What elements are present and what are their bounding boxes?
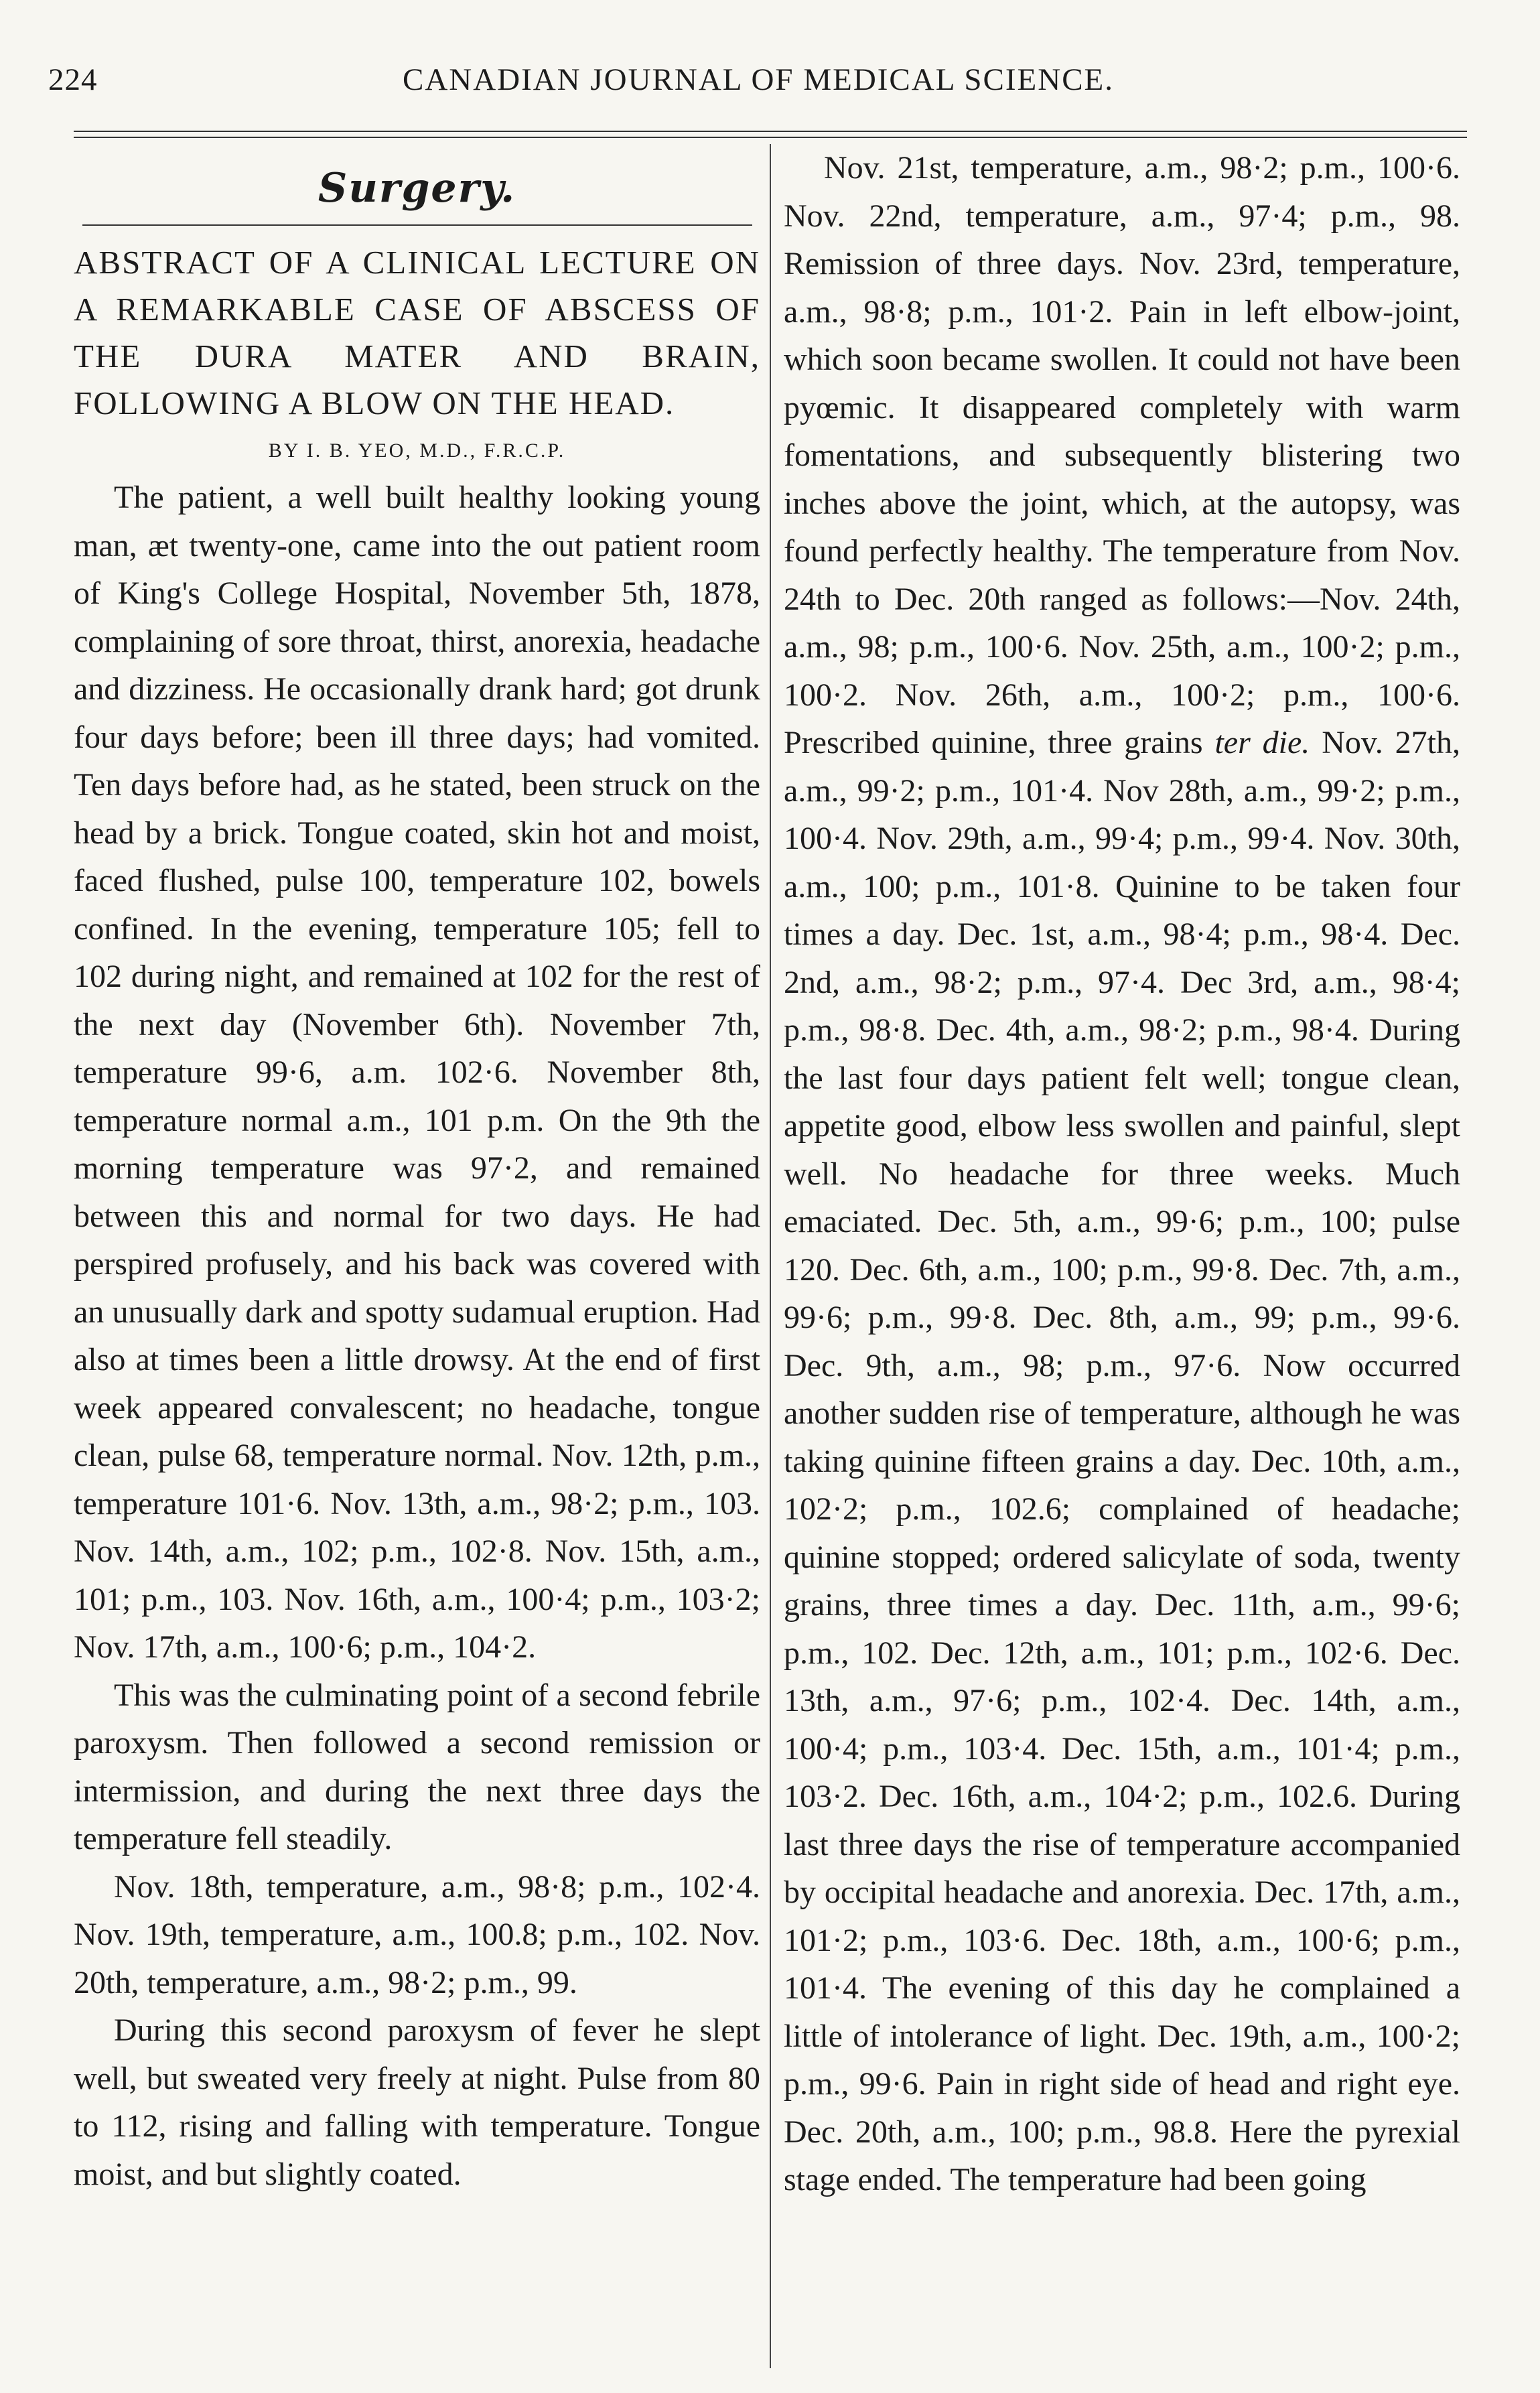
left-column [74, 144, 760, 2198]
header-rule-top [74, 131, 1467, 132]
paragraph: Nov. 18th, temperature, a.m., 98·8; p.m., 102·4. Nov. 19th, temperature, a.m., 100.8; p.m., 102. Nov. 20th, temperature, a.m., 98·2; p.m., 99. [74, 1868, 760, 2000]
paragraph [784, 144, 1460, 2204]
section-rule [82, 224, 752, 226]
header-rule-bottom [74, 137, 1467, 138]
paragraph-text: Nov. 21st, temperature, a.m., 98·2; p.m., 100·6. Nov. 22nd, temperature, a.m., 97·4; p.m., 98. Remission of three days. Nov. 23rd, temperature, a.m., 98·8; p.m., 101·2. Pain in left elbow-joint, which soon became swollen. It could not have been pyœmic. It disappeared completely with warm fomentations, and subsequently blistering two inches above the joint, which, at the autopsy, was found perfectly healthy. The temperature from Nov. 24th to Dec. 20th ranged as follows:—Nov. 24th, a.m., 98; p.m., 100·6. Nov. 25th, a.m., 100·2; p.m., 100·2. Nov. 26th, a.m., 100·2; p.m., 100·6. Prescribed quinine, three grains [784, 150, 1460, 760]
italic-phrase: ter die. [1214, 725, 1310, 760]
paragraph: This was the culminating point of a second febrile paroxysm. Then followed a second remission or intermission, and during the next three days the temperature fell steadily. [74, 1677, 760, 1856]
section-heading: Surgery. [318, 165, 516, 212]
journal-title: CANADIAN JOURNAL OF MEDICAL SCIENCE. [402, 62, 1115, 97]
page-number: 224 [48, 62, 98, 97]
running-head [48, 62, 1468, 109]
column-divider [770, 144, 771, 2368]
paragraph: The patient, a well built healthy looking young man, æt twenty-one, came into the out patient room of King's College Hospital, November 5th, 1878, complaining of sore throat, thirst, anorexia, headache and dizziness. He occasionally drank hard; got drunk four days before; been ill three days; had vomited. Ten days before had, as he stated, been struck on the head by a brick. Tongue coated, skin hot and moist, faced flushed, pulse 100, temperature 102, bowels confined. In the evening, temperature 105; fell to 102 during night, and remained at 102 for the rest of the next day (November 6th). November 7th, temperature 99·6, a.m. 102·6. November 8th, temperature normal a.m., 101 p.m. On the 9th the morning temperature was 97·2, and remained between this and normal for two days. He had perspired profusely, and his back was covered with an unusually dark and spotty sudamual eruption. Had also at times been a little drowsy. At the end of first week appeared convalescent; no headache, tongue clean, pulse 68, temperature normal. Nov. 12th, p.m., temperature 101·6. Nov. 13th, a.m., 98·2; p.m., 103. Nov. 14th, a.m., 102; p.m., 102·8. Nov. 15th, a.m., 101; p.m., 103. Nov. 16th, a.m., 100·4; p.m., 103·2; Nov. 17th, a.m., 100·6; p.m., 104·2. [74, 480, 760, 1665]
article-byline: BY I. B. YEO, M.D., F.R.C.P. [268, 439, 566, 462]
article-title: ABSTRACT OF A CLINICAL LECTURE ON A REMARKABLE CASE OF ABSCESS OF THE DURA MATER AND BRAIN, FOLLOWING A BLOW ON THE HEAD. [74, 244, 760, 421]
right-column [784, 144, 1460, 2204]
paragraph: During this second paroxysm of fever he slept well, but sweated very freely at night. Pulse from 80 to 112, rising and falling with temperature. Tongue moist, and but slightly coated. [74, 2012, 760, 2192]
paragraph-text: Nov. 27th, a.m., 99·2; p.m., 101·4. Nov 28th, a.m., 99·2; p.m., 100·4. Nov. 29th, a.m., 99·4; p.m., 99·4. Nov. 30th, a.m., 100; p.m., 101·8. Quinine to be taken four times a day. Dec. 1st, a.m., 98·4; p.m., 98·4. Dec. 2nd, a.m., 98·2; p.m., 97·4. Dec 3rd, a.m., 98·4; p.m., 98·8. Dec. 4th, a.m., 98·2; p.m., 98·4. During the last four days patient felt well; tongue clean, appetite good, elbow less swollen and painful, slept well. No headache for three weeks. Much emaciated. Dec. 5th, a.m., 99·6; p.m., 100; pulse 120. Dec. 6th, a.m., 100; p.m., 99·8. Dec. 7th, a.m., 99·6; p.m., 99·8. Dec. 8th, a.m., 99; p.m., 99·6. Dec. 9th, a.m., 98; p.m., 97·6. Now occurred another sudden rise of temperature, although he was taking quinine fifteen grains a day. Dec. 10th, a.m., 102·2; p.m., 102.6; complained of headache; quinine stopped; ordered salicylate of soda, twenty grains, three times a day. Dec. 11th, a.m., 99·6; p.m., 102. Dec. 12th, a.m., 101; p.m., 102·6. Dec. 13th, a.m., 97·6; p.m., 102·4. Dec. 14th, a.m., 100·4; p.m., 103·4. Dec. 15th, a.m., 101·4; p.m., 103·2. Dec. 16th, a.m., 104·2; p.m., 102.6. During last three days the rise of temperature accompanied by occipital headache and anorexia. Dec. 17th, a.m., 101·2; p.m., 103·6. Dec. 18th, a.m., 100·6; p.m., 101·4. The evening of this day he complained a little of intolerance of light. Dec. 19th, a.m., 100·2; p.m., 99·6. Pain in right side of head and right eye. Dec. 20th, a.m., 100; p.m., 98.8. Here the pyrexial stage ended. The temperature had been going [784, 725, 1461, 2197]
